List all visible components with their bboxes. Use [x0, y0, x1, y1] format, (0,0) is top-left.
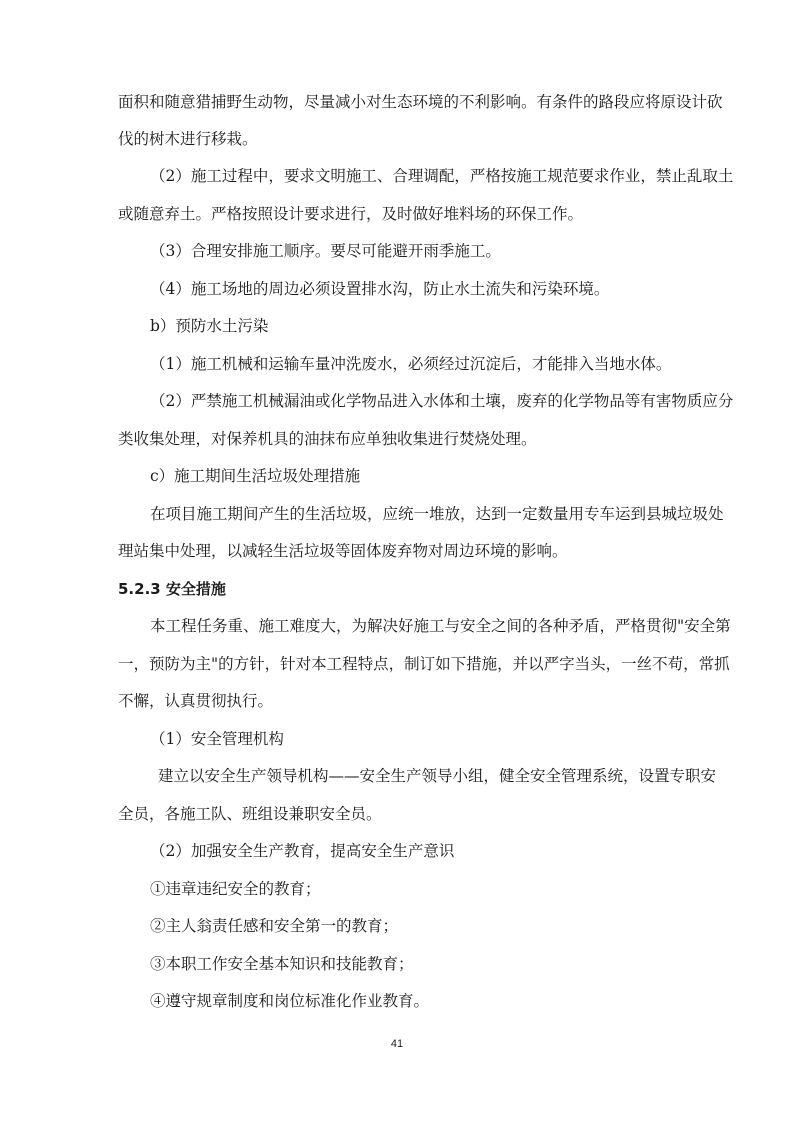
- list-item: ①违章违纪安全的教育；: [150, 880, 321, 898]
- subheading: c）施工期间生活垃圾处理措施: [150, 467, 361, 485]
- paragraph-line: 伐的树木进行移栽。: [118, 130, 258, 148]
- paragraph-line: 理站集中处理，以减轻生活垃圾等固体废弃物对周边环境的影响。: [118, 542, 568, 560]
- page-number: 41: [390, 1038, 404, 1050]
- paragraph-line: （2）严禁施工机械漏油或化学物品进入水体和土壤，废弃的化学物品等有害物质应分: [150, 392, 734, 410]
- list-item: ②主人翁责任感和安全第一的教育；: [150, 917, 399, 935]
- paragraph-line: 一，预防为主"的方针，针对本工程特点，制订如下措施，并以严字当头，一丝不苟，常抓: [118, 655, 730, 673]
- list-item: ④遵守规章制度和岗位标准化作业教育。: [150, 992, 430, 1010]
- subheading: （1）安全管理机构: [150, 730, 284, 748]
- paragraph-line: （1）施工机械和运输车量冲洗废水，必须经过沉淀后，才能排入当地水体。: [150, 355, 672, 373]
- list-item: ③本职工作安全基本知识和技能教育；: [150, 955, 414, 973]
- paragraph-line: （2）施工过程中，要求文明施工、合理调配，严格按施工规范要求作业，禁止乱取土: [150, 167, 734, 185]
- subheading: （2）加强安全生产教育，提高安全生产意识: [150, 842, 455, 860]
- paragraph-line: 建立以安全生产领导机构——安全生产领导小组，健全安全管理系统，设置专职安: [158, 767, 717, 785]
- paragraph-line: 类收集处理，对保养机具的油抹布应单独收集进行焚烧处理。: [118, 430, 537, 448]
- paragraph-line: 或随意弃土。严格按照设计要求进行，及时做好堆料场的环保工作。: [118, 205, 584, 223]
- paragraph-line: 面积和随意猎捕野生动物，尽量减小对生态环境的不利影响。有条件的路段应将原设计砍: [118, 93, 723, 111]
- subheading: b）预防水土污染: [150, 317, 269, 335]
- paragraph-line: 全员，各施工队、班组设兼职安全员。: [118, 805, 382, 823]
- paragraph-line: 不懈，认真贯彻执行。: [118, 692, 274, 710]
- paragraph-line: 在项目施工期间产生的生活垃圾，应统一堆放，达到一定数量用专车运到县城垃圾处: [150, 505, 724, 523]
- paragraph-line: （3）合理安排施工顺序。要尽可能避开雨季施工。: [150, 242, 501, 260]
- paragraph-line: 本工程任务重、施工难度大，为解决好施工与安全之间的各种矛盾，严格贯彻"安全第: [150, 617, 731, 635]
- section-heading: 5.2.3 安全措施: [118, 580, 226, 598]
- paragraph-line: （4）施工场地的周边必须设置排水沟，防止水土流失和污染环境。: [150, 280, 610, 298]
